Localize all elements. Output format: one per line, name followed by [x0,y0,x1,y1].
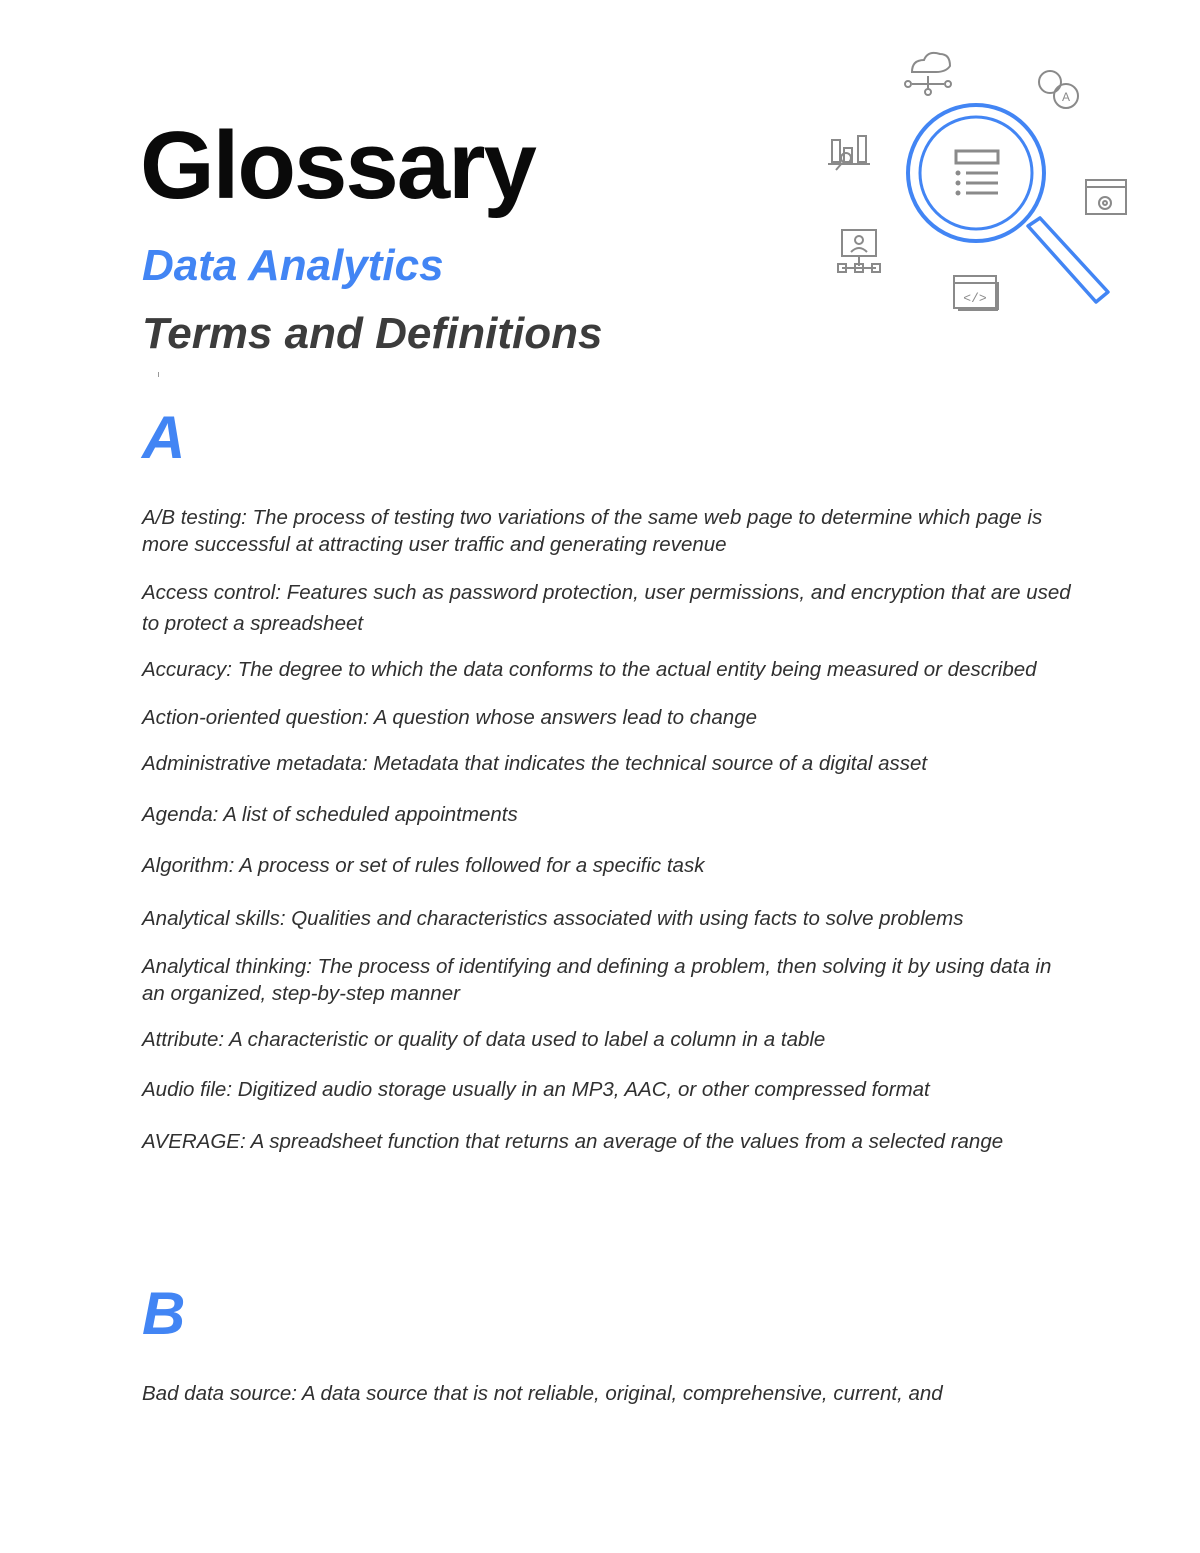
glossary-entry: Access control: Features such as password protection, user permissions, and encryption that are used to protect a spreadsheet [142,581,1071,635]
glossary-list-b [142,1380,1072,1407]
bar-chart-icon [828,136,870,170]
user-network-icon [838,230,880,272]
glossary-entry: Administrative metadata: Metadata that indicates the technical source of a digital asset [142,752,928,775]
page-title: Glossary [140,112,535,219]
glossary-entry: Analytical skills: Qualities and characteristics associated with using facts to solve problems [142,907,964,930]
section-letter-a: A [142,404,186,471]
glossary-entry: Agenda: A list of scheduled appointments [142,803,518,826]
chat-bubbles-icon [1039,71,1078,108]
divider-mark [158,372,159,377]
code-window-icon [954,276,998,310]
glossary-list-a [142,504,1072,1157]
svg-text:A: A [1061,90,1071,104]
glossary-entry: Action-oriented question: A question whose answers lead to change [142,706,758,729]
search-magnifier-icon [908,105,1108,302]
glossary-entry: Algorithm: A process or set of rules followed for a specific task [142,854,705,877]
cloud-network-icon [905,53,951,95]
glossary-entry: A/B testing: The process of testing two variations of the same web page to determine which page is more successful at attracting user traffic and generating revenue [142,506,1043,556]
settings-window-icon [1086,180,1126,214]
glossary-entry: Attribute: A characteristic or quality of data used to label a column in a table [142,1028,826,1051]
glossary-entry: Bad data source: A data source that is not reliable, original, comprehensive, current, and [142,1382,943,1405]
glossary-entry: Audio file: Digitized audio storage usually in an MP3, AAC, or other compressed format [142,1078,930,1101]
page-subtitle: Data Analytics [142,241,444,290]
glossary-entry: Analytical thinking: The process of identifying and defining a problem, then solving it by using data in an organized, step-by-step manner [142,955,1052,1005]
svg-text:</>: </> [963,291,987,306]
hero-illustration [820,40,1150,330]
page-tagline: Terms and Definitions [142,309,603,358]
glossary-entry: Accuracy: The degree to which the data conforms to the actual entity being measured or described [142,658,1037,681]
section-letter-b: B [142,1280,186,1347]
glossary-entry: AVERAGE: A spreadsheet function that returns an average of the values from a selected range [142,1130,1004,1153]
